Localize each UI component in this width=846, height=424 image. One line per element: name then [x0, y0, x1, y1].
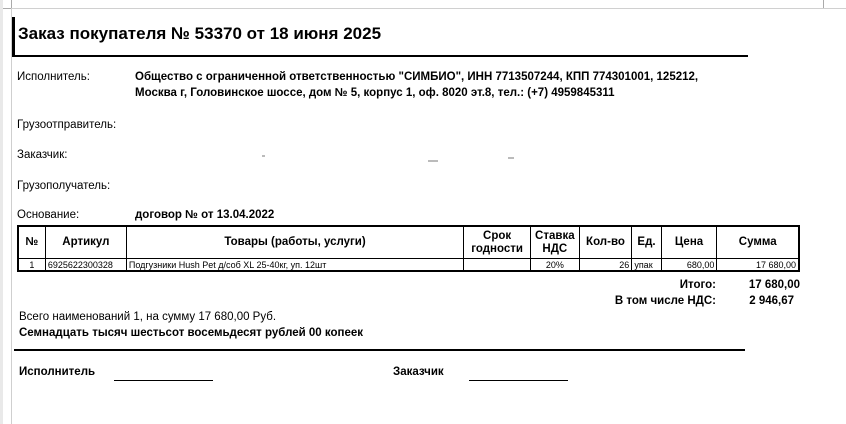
- signature-divider: [14, 349, 745, 351]
- cell-expiry: [464, 259, 531, 272]
- total-value: 17 680,00: [748, 279, 800, 291]
- table-row: [18, 259, 799, 272]
- header-price: Цена: [661, 226, 717, 259]
- left-margin-rule: [11, 8, 12, 424]
- header-expiry-line-2: годности: [471, 242, 523, 255]
- top-ruler: [3, 0, 846, 9]
- signature-customer-label: Заказчик: [393, 366, 444, 378]
- items-table: [17, 225, 800, 272]
- document-title: Заказ покупателя № 53370 от 18 июня 2025: [18, 24, 382, 43]
- header-num: №: [18, 226, 45, 259]
- basis-label: Основание:: [17, 209, 80, 221]
- header-qty: Кол-во: [579, 226, 632, 259]
- executor-label: Исполнитель:: [17, 71, 90, 83]
- cell-article: 6925622300328: [45, 259, 126, 272]
- header-article: Артикул: [45, 226, 126, 259]
- header-vat-rate-line-2: НДС: [542, 242, 568, 255]
- cell-num: 1: [18, 259, 45, 272]
- cell-vat-rate: 20%: [531, 259, 580, 272]
- header-expiry: [464, 226, 531, 259]
- executor-line-1: Общество с ограниченной ответственностью "СИМБИО", ИНН 7713507244, КПП 774301001, 125212,: [135, 71, 699, 83]
- header-expiry-line-1: Срок: [483, 229, 512, 242]
- vat-label: В том числе НДС:: [614, 295, 716, 307]
- signature-executor-line: [114, 380, 213, 381]
- basis-value: договор № от 13.04.2022: [135, 209, 275, 221]
- redacted-mark: [508, 157, 514, 159]
- summary-line: Всего наименований 1, на сумму 17 680,00 Руб.: [19, 311, 277, 323]
- redacted-mark: [428, 160, 438, 162]
- total-label: Итого:: [679, 279, 716, 291]
- header-unit: Ед.: [632, 226, 661, 259]
- ruler-marker: [823, 0, 824, 8]
- redacted-mark: [262, 155, 265, 157]
- vat-value: 2 946,67: [749, 295, 794, 307]
- amount-in-words: Семнадцать тысяч шестьсот восемьдесят рублей 00 копеек: [19, 327, 364, 339]
- signature-customer-line: [469, 380, 568, 381]
- header-sum: Сумма: [717, 226, 799, 259]
- header-vat-rate-line-1: Ставка: [535, 229, 575, 242]
- customer-label: Заказчик:: [17, 149, 68, 161]
- cell-goods: Подгузники Hush Pet д/соб XL 25-40кг, уп. 12шт: [126, 259, 463, 272]
- cell-qty: 26: [579, 259, 632, 272]
- cell-sum: 17 680,00: [717, 259, 799, 272]
- table-header-row: [18, 226, 799, 259]
- shipper-label: Грузоотправитель:: [17, 119, 117, 131]
- signature-executor-label: Исполнитель: [19, 366, 96, 378]
- executor-line-2: Москва г, Головинское шоссе, дом № 5, корпус 1, оф. 8020 эт.8, тел.: (+7) 4959845311: [135, 87, 615, 99]
- header-vat-rate: [531, 226, 580, 259]
- consignee-label: Грузополучатель:: [17, 180, 111, 192]
- cell-price: 680,00: [661, 259, 717, 272]
- header-goods: Товары (работы, услуги): [126, 226, 463, 259]
- document-sheet: [3, 0, 846, 424]
- cell-unit: упак: [632, 259, 661, 272]
